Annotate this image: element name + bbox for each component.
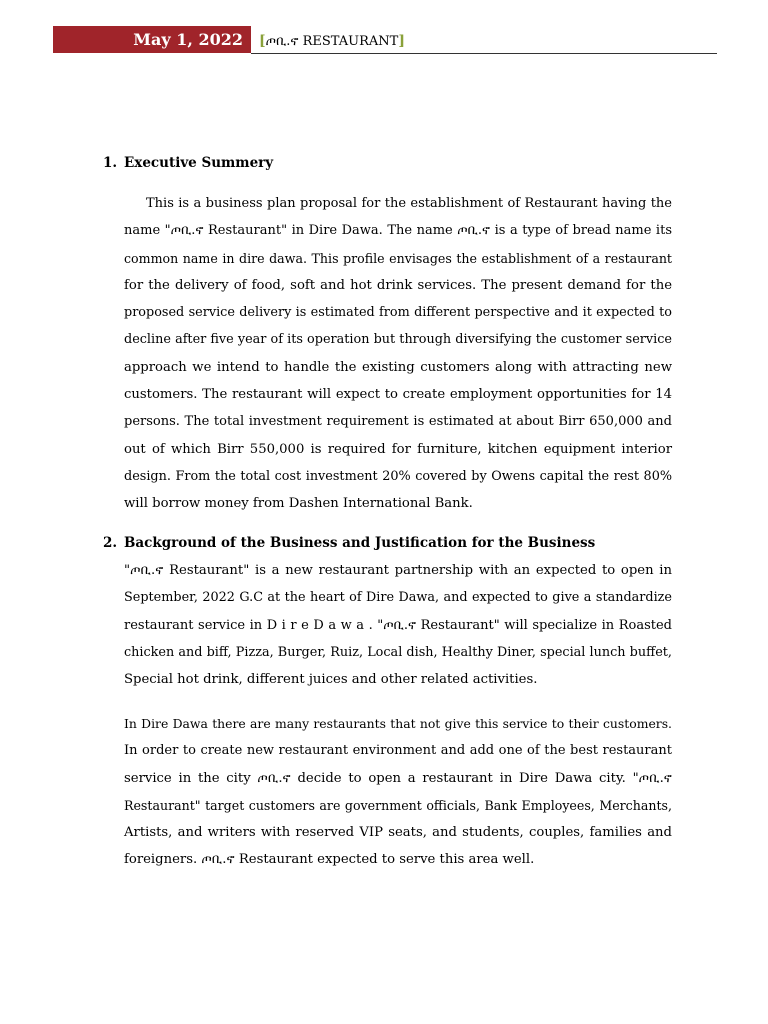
paragraph-line: In Dire Dawa there are many restaurants that not give this service to their customers. — [124, 716, 672, 731]
paragraph-line: will borrow money from Dashen International Bank. — [124, 496, 473, 512]
paragraph-line: "ጦቢ.ኖ Restaurant" is a new restaurant partnership with an expected to open in — [124, 563, 672, 578]
paragraph-line: September, 2022 G.C at the heart of Dire Dawa, and expected to give a standardize — [124, 590, 672, 606]
paragraph-line: for the delivery of food, soft and hot drink services. The present demand for the — [124, 277, 672, 293]
paragraph-line: persons. The total investment requirement is estimated at about Birr 650,000 and — [124, 414, 672, 430]
header-bracket-open: [ — [259, 33, 266, 49]
section-number: 1. — [103, 155, 118, 171]
paragraph-line: restaurant service in D i r e D a w a . "ጦቢ.ኖ Restaurant" will specialize in Roasted — [124, 617, 672, 633]
paragraph-executive-summery — [124, 190, 672, 518]
paragraph-line: service in the city ጦቢ.ኖ decide to open a restaurant in Dire Dawa city. "ጦቢ.ኖ — [124, 770, 672, 786]
paragraph-line: chicken and biff, Pizza, Burger, Ruiz, Local dish, Healthy Diner, special lunch buffet, — [124, 644, 672, 660]
header-rule — [251, 53, 717, 54]
section-heading-background — [103, 535, 595, 551]
paragraph-background-1 — [124, 557, 672, 693]
section-number: 2. — [103, 535, 118, 551]
paragraph-line: out of which Birr 550,000 is required for furniture, kitchen equipment interior — [124, 441, 672, 457]
paragraph-line: Artists, and writers with reserved VIP seats, and students, couples, families and — [124, 825, 672, 841]
paragraph-line: foreigners. ጦቢ.ኖ Restaurant expected to serve this area well. — [124, 852, 535, 868]
paragraph-line: This is a business plan proposal for the establishment of Restaurant having the — [146, 196, 672, 211]
header-title — [259, 31, 405, 51]
paragraph-line: name "ጦቢ.ኖ Restaurant" in Dire Dawa. The name ጦቢ.ኖ is a type of bread name its — [124, 223, 672, 239]
paragraph-line: proposed service delivery is estimated from different perspective and it expected to — [124, 305, 672, 321]
paragraph-line: In order to create new restaurant environment and add one of the best restaurant — [124, 743, 672, 759]
paragraph-line: decline after five year of its operation but through diversifying the customer service — [124, 332, 672, 348]
paragraph-line: approach we intend to handle the existing customers along with attracting new — [124, 359, 672, 375]
header-date-banner — [53, 26, 251, 53]
paragraph-line: common name in dire dawa. This profile envisages the establishment of a restaurant — [124, 250, 672, 266]
header-date: May 1, 2022 — [133, 30, 243, 49]
header-title-text: ጦቢ.ኖ RESTAURANT — [265, 34, 399, 49]
paragraph-background-2 — [124, 710, 672, 874]
paragraph-line: design. From the total cost investment 20% covered by Owens capital the rest 80% — [124, 468, 672, 484]
header-bracket-close: ] — [398, 33, 405, 49]
section-title: Background of the Business and Justification for the Business — [124, 535, 596, 551]
section-heading-executive-summery — [103, 155, 273, 171]
paragraph-line: customers. The restaurant will expect to create employment opportunities for 14 — [124, 387, 672, 403]
paragraph-line: Special hot drink, different juices and other related activities. — [124, 672, 538, 688]
paragraph-line: Restaurant" target customers are government officials, Bank Employees, Merchants, — [124, 797, 672, 813]
section-title: Executive Summery — [124, 155, 274, 171]
